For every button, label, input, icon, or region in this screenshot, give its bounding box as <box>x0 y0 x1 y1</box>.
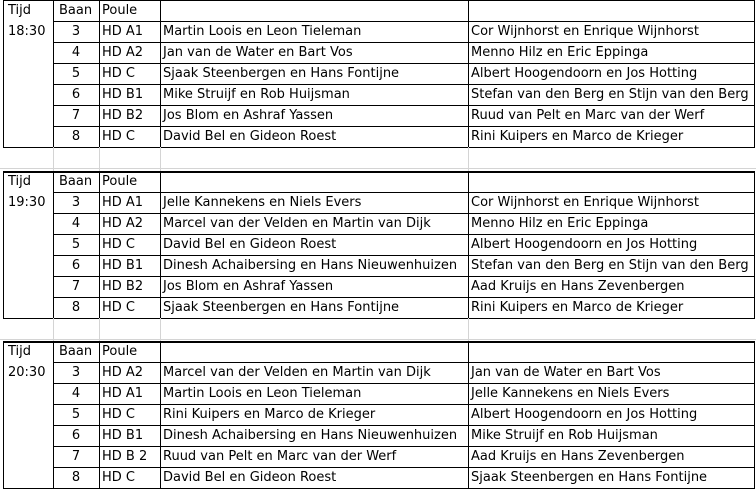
spacer-line <box>99 318 100 341</box>
header-row <box>0 171 756 192</box>
pair-one: Dinesh Achaibersing en Hans Nieuwenhuizen <box>163 428 458 443</box>
pair-two: Albert Hoogendoorn en Jos Hotting <box>471 66 698 81</box>
match-row <box>0 84 756 105</box>
time-slot: 19:30 <box>8 195 46 210</box>
poule-name: HD A2 <box>102 365 144 380</box>
match-row <box>0 255 756 276</box>
court-number: 3 <box>71 195 81 210</box>
grid-line <box>53 255 755 256</box>
pair-one: Martin Loois en Leon Tieleman <box>163 24 362 39</box>
grid-line <box>53 383 755 384</box>
poule-name: HD A1 <box>102 195 144 210</box>
grid-line <box>53 213 755 214</box>
pair-one: Martin Loois en Leon Tieleman <box>163 386 362 401</box>
court-number: 8 <box>71 470 81 485</box>
pair-one: David Bel en Gideon Roest <box>163 129 337 144</box>
pair-one: Mike Struijf en Rob Huijsman <box>163 87 350 102</box>
grid-line <box>53 297 755 298</box>
pair-two: Sjaak Steenbergen en Hans Fontijne <box>471 470 708 485</box>
court-number: 4 <box>71 45 81 60</box>
grid-line <box>53 276 755 277</box>
poule-name: HD B1 <box>102 87 144 102</box>
header-baan: Baan <box>59 174 93 189</box>
spacer-line <box>53 147 54 171</box>
grid-line <box>53 63 755 64</box>
pair-one: Rini Kuipers en Marco de Krieger <box>163 407 376 422</box>
match-row <box>0 362 756 383</box>
grid-line <box>53 234 755 235</box>
match-row <box>0 404 756 425</box>
pair-two: Stefan van den Berg en Stijn van den Berg <box>471 258 749 273</box>
poule-name: HD A2 <box>102 45 144 60</box>
poule-name: HD C <box>102 470 135 485</box>
match-row <box>0 297 756 318</box>
grid-line <box>53 425 755 426</box>
poule-name: HD C <box>102 300 135 315</box>
pair-one: Sjaak Steenbergen en Hans Fontijne <box>163 66 400 81</box>
pair-one: Marcel van der Velden en Martin van Dijk <box>163 365 431 380</box>
header-poule: Poule <box>102 344 138 359</box>
grid-line <box>53 84 755 85</box>
pair-one: Jelle Kannekens en Niels Evers <box>163 195 362 210</box>
grid-line <box>3 171 755 173</box>
grid-line <box>3 341 755 343</box>
header-baan: Baan <box>59 344 93 359</box>
header-tijd: Tijd <box>8 344 32 359</box>
match-row <box>0 276 756 297</box>
grid-line <box>53 105 755 106</box>
pair-two: Ruud van Pelt en Marc van der Werf <box>471 108 705 123</box>
grid-line <box>3 318 755 319</box>
pair-one: Jan van de Water en Bart Vos <box>163 45 353 60</box>
match-row <box>0 213 756 234</box>
pair-two: Jelle Kannekens en Niels Evers <box>471 386 670 401</box>
header-row <box>0 0 756 21</box>
match-row <box>0 383 756 404</box>
grid-line <box>3 0 755 1</box>
poule-name: HD A1 <box>102 24 144 39</box>
match-row <box>0 105 756 126</box>
header-baan: Baan <box>59 3 93 18</box>
poule-name: HD C <box>102 66 135 81</box>
time-slot: 18:30 <box>8 24 46 39</box>
court-number: 8 <box>71 300 81 315</box>
pair-two: Aad Kruijs en Hans Zevenbergen <box>471 449 685 464</box>
grid-line <box>53 42 755 43</box>
grid-line <box>53 404 755 405</box>
pair-two: Albert Hoogendoorn en Jos Hotting <box>471 407 698 422</box>
grid-line <box>3 488 755 489</box>
pair-one: Jos Blom en Ashraf Yassen <box>163 108 334 123</box>
poule-name: HD C <box>102 407 135 422</box>
grid-line <box>53 21 755 22</box>
court-number: 7 <box>71 449 81 464</box>
header-poule: Poule <box>102 174 138 189</box>
poule-name: HD A2 <box>102 216 144 231</box>
pair-one: David Bel en Gideon Roest <box>163 237 337 252</box>
grid-line <box>754 171 755 319</box>
spacer-line <box>0 339 756 340</box>
pair-two: Stefan van den Berg en Stijn van den Berg <box>471 87 749 102</box>
court-number: 3 <box>71 24 81 39</box>
pair-one: David Bel en Gideon Roest <box>163 470 337 485</box>
grid-line <box>468 171 469 319</box>
poule-name: HD C <box>102 237 135 252</box>
match-row <box>0 425 756 446</box>
pair-one: Ruud van Pelt en Marc van der Werf <box>163 449 397 464</box>
spacer-line <box>468 318 469 341</box>
court-number: 8 <box>71 129 81 144</box>
grid-line <box>754 341 755 489</box>
court-number: 4 <box>71 386 81 401</box>
spacer-line <box>53 318 54 341</box>
grid-line <box>3 341 4 489</box>
header-poule: Poule <box>102 3 138 18</box>
grid-line <box>468 0 469 148</box>
grid-line <box>3 0 4 148</box>
spacer-line <box>160 318 161 341</box>
pair-two: Rini Kuipers en Marco de Krieger <box>471 300 684 315</box>
court-number: 7 <box>71 108 81 123</box>
grid-line <box>53 126 755 127</box>
spacer-line <box>0 168 756 169</box>
pair-one: Marcel van der Velden en Martin van Dijk <box>163 216 431 231</box>
court-number: 4 <box>71 216 81 231</box>
court-number: 6 <box>71 258 81 273</box>
pair-two: Rini Kuipers en Marco de Krieger <box>471 129 684 144</box>
grid-line <box>53 192 755 193</box>
match-row <box>0 63 756 84</box>
spacer-line <box>468 147 469 171</box>
court-number: 5 <box>71 407 81 422</box>
pair-two: Aad Kruijs en Hans Zevenbergen <box>471 279 685 294</box>
spacer-line <box>160 147 161 171</box>
grid-line <box>3 147 755 148</box>
pair-two: Menno Hilz en Eric Eppinga <box>471 216 649 231</box>
poule-name: HD C <box>102 129 135 144</box>
grid-line <box>53 467 755 468</box>
match-row <box>0 42 756 63</box>
pair-two: Menno Hilz en Eric Eppinga <box>471 45 649 60</box>
grid-line <box>53 362 755 363</box>
poule-name: HD B2 <box>102 279 144 294</box>
court-number: 7 <box>71 279 81 294</box>
pair-two: Cor Wijnhorst en Enrique Wijnhorst <box>471 24 699 39</box>
grid-line <box>99 171 100 319</box>
grid-line <box>99 0 100 148</box>
court-number: 5 <box>71 66 81 81</box>
pair-two: Mike Struijf en Rob Huijsman <box>471 428 658 443</box>
poule-name: HD B 2 <box>102 449 148 464</box>
match-row <box>0 446 756 467</box>
grid-line <box>160 341 161 489</box>
time-slot: 20:30 <box>8 365 46 380</box>
pair-two: Jan van de Water en Bart Vos <box>471 365 661 380</box>
spacer-line <box>99 147 100 171</box>
match-row <box>0 234 756 255</box>
pair-one: Sjaak Steenbergen en Hans Fontijne <box>163 300 400 315</box>
grid-line <box>99 341 100 489</box>
grid-line <box>53 341 54 489</box>
poule-name: HD B2 <box>102 108 144 123</box>
grid-line <box>53 446 755 447</box>
header-tijd: Tijd <box>8 174 32 189</box>
match-row <box>0 192 756 213</box>
grid-line <box>53 0 54 148</box>
match-row <box>0 467 756 488</box>
pair-one: Dinesh Achaibersing en Hans Nieuwenhuizen <box>163 258 458 273</box>
match-row <box>0 21 756 42</box>
match-row <box>0 126 756 147</box>
poule-name: HD B1 <box>102 258 144 273</box>
grid-line <box>754 0 755 148</box>
pair-one: Jos Blom en Ashraf Yassen <box>163 279 334 294</box>
header-row <box>0 341 756 362</box>
grid-line <box>468 341 469 489</box>
court-number: 3 <box>71 365 81 380</box>
grid-line <box>3 171 4 319</box>
pair-two: Cor Wijnhorst en Enrique Wijnhorst <box>471 195 699 210</box>
court-number: 6 <box>71 428 81 443</box>
grid-line <box>53 171 54 319</box>
grid-line <box>160 0 161 148</box>
pair-two: Albert Hoogendoorn en Jos Hotting <box>471 237 698 252</box>
court-number: 6 <box>71 87 81 102</box>
header-tijd: Tijd <box>8 3 32 18</box>
poule-name: HD B1 <box>102 428 144 443</box>
poule-name: HD A1 <box>102 386 144 401</box>
court-number: 5 <box>71 237 81 252</box>
grid-line <box>160 171 161 319</box>
